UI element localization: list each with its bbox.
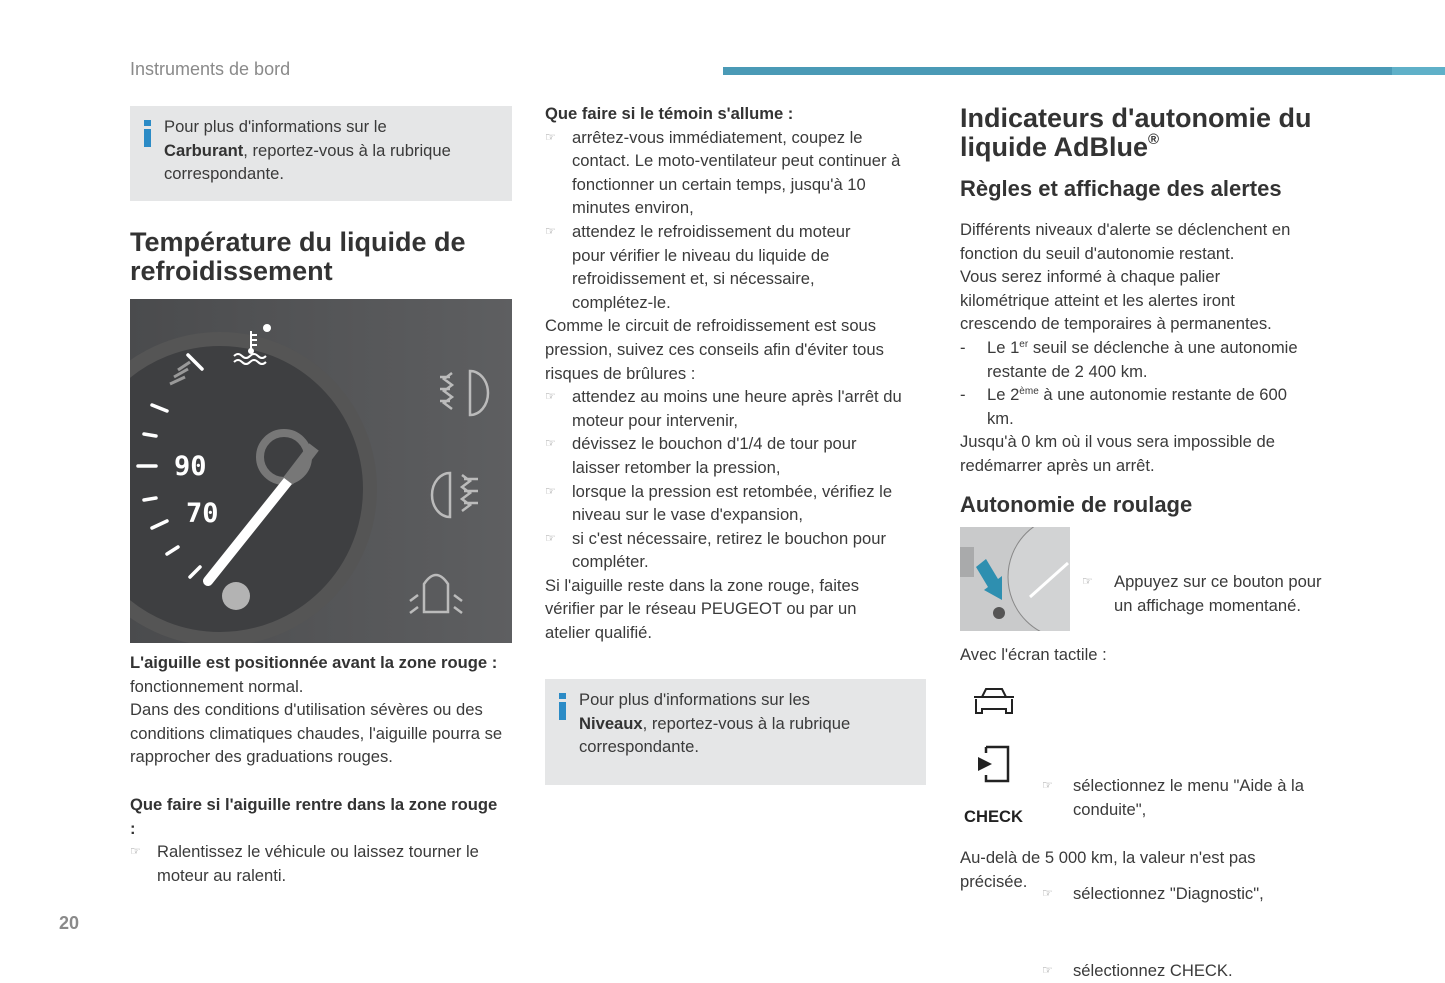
check-label: CHECK (964, 807, 1024, 826)
list-item: - Le 1er seuil se déclenche à une autonomie restante de 2 400 km. (960, 337, 1298, 381)
text: si c'est nécessaire, retirez le bouchon pour compléter. (572, 528, 887, 572)
text: Appuyez sur ce bouton pour un affichage momentané. (1114, 572, 1322, 615)
coolant-gauge-image (130, 299, 512, 643)
list-item (545, 480, 930, 527)
list-item (545, 385, 930, 432)
question-heading: Que faire si le témoin s'allume : (545, 104, 794, 123)
text: attendez le refroidissement du moteur pour vérifier le niveau du liquide de refroidissement et, si nécessaire, complétez-le. (572, 221, 851, 312)
list-item (545, 126, 930, 220)
info-text: Pour plus d'informations sur le (164, 117, 387, 136)
pointing-hand-icon: ☞ (545, 389, 556, 404)
pointing-hand-icon: ☞ (545, 223, 556, 238)
info-link-carburant: Carburant (164, 140, 244, 160)
info-icon (558, 693, 567, 721)
info-link-niveaux: Niveaux (579, 713, 643, 733)
text: à une autonomie restante de 600 km. (987, 385, 1287, 428)
list-item (545, 432, 930, 479)
paragraph: Au-delà de 5 000 km, la valeur n'est pas précisée. (960, 848, 1256, 891)
pointing-hand-icon: ☞ (1042, 778, 1053, 793)
section-title-coolant: Température du liquide de refroidissement (130, 227, 466, 286)
list-item (545, 527, 930, 574)
paragraph: Avec l'écran tactile : (960, 645, 1107, 664)
gauge-label-90: 90 (174, 451, 207, 482)
title-text: Indicateurs d'autonomie du liquide AdBlue (960, 103, 1312, 162)
superscript: ème (1019, 386, 1039, 398)
paragraph: Dans des conditions d'utilisation sévères ou des conditions climatiques chaudes, l'aiguille pourra se rapprocher des graduations rouges. (130, 700, 503, 767)
registered-mark: ® (1148, 130, 1160, 148)
paragraph: Jusqu'à 0 km où il vous sera impossible de redémarrer après un arrêt. (960, 432, 1275, 475)
info-box-niveaux (545, 679, 926, 785)
pointing-hand-icon: ☞ (545, 530, 556, 545)
diagnostic-icon (976, 745, 1012, 790)
column-2 (545, 102, 930, 645)
text: sélectionnez le menu "Aide à la conduite", (1073, 776, 1304, 819)
text: seuil se déclenche à une autonomie restante de 2 400 km. (987, 337, 1298, 381)
pointing-hand-icon: ☞ (545, 483, 556, 498)
list-item (1042, 959, 1342, 983)
paragraph: Comme le circuit de refroidissement est sous pression, suivez ces conseils afin d'éviter tous risques de brûlures : (545, 316, 884, 383)
subsection-title-range: Autonomie de roulage (960, 492, 1193, 517)
header-bar (723, 67, 1445, 75)
text: dévissez le bouchon d'1/4 de tour pour laisser retomber la pression, (572, 434, 857, 477)
info-text: , reportez-vous à la rubrique correspondante. (579, 713, 851, 757)
pointing-hand-icon: ☞ (130, 844, 141, 858)
list-item (1082, 570, 1332, 617)
subsection-title-alerts: Règles et affichage des alertes (960, 176, 1282, 201)
bold-lead: L'aiguille est positionnée avant la zone rouge : (130, 653, 498, 672)
header-bar-end (1392, 67, 1445, 75)
text: arrêtez-vous immédiatement, coupez le contact. Le moto-ventilateur peut continuer à fonctionner un certain temps, jusqu'à 10 minutes environ, (572, 127, 901, 218)
info-text: , reportez-vous à la rubrique correspondante. (164, 140, 451, 184)
page-number: 20 (59, 913, 80, 933)
paragraph: Différents niveaux d'alerte se déclenchent en fonction du seuil d'autonomie restant. (960, 220, 1291, 263)
info-text: Pour plus d'informations sur les (579, 690, 810, 709)
paragraph: Si l'aiguille reste dans la zone rouge, faites vérifier par le réseau PEUGEOT ou par un atelier qualifié. (545, 575, 860, 643)
text: lorsque la pression est retombée, vérifiez le niveau sur le vase d'expansion, (572, 481, 893, 525)
list-item (130, 840, 515, 887)
text: sélectionnez CHECK. (1073, 961, 1233, 981)
paragraph-normal (130, 651, 512, 698)
text: fonctionnement normal. (130, 676, 304, 696)
section-header: Instruments de bord (130, 59, 291, 79)
question-heading: Que faire si l'aiguille rentre dans la zone rouge : (130, 795, 498, 838)
text: Le 2 (987, 385, 1020, 405)
text: sélectionnez "Diagnostic", (1073, 883, 1264, 903)
column-3-text (960, 218, 1335, 478)
paragraph: Vous serez informé à chaque palier kilométrique atteint et les alertes iront crescendo de temporaires à permanentes. (960, 267, 1272, 334)
text: Le 1 (987, 337, 1020, 357)
info-box-carburant (130, 106, 512, 201)
pointing-hand-icon: ☞ (1082, 574, 1093, 589)
car-menu-icon (972, 687, 1016, 724)
section-title-adblue (960, 104, 1350, 161)
list-item (545, 220, 930, 314)
pointing-hand-icon: ☞ (1042, 885, 1053, 900)
gauge-label-70: 70 (186, 498, 219, 529)
superscript: er (1019, 338, 1029, 350)
text: attendez au moins une heure après l'arrêt du moteur pour intervenir, (572, 387, 902, 430)
pointing-hand-icon: ☞ (1042, 963, 1053, 978)
pointing-hand-icon: ☞ (545, 436, 556, 451)
list-item (1042, 774, 1342, 821)
list-item: - Le 2ème à une autonomie restante de 600 km. (960, 385, 1287, 428)
adblue-button-image (960, 527, 1070, 631)
pointing-hand-icon: ☞ (545, 129, 556, 144)
text: Ralentissez le véhicule ou laissez tourner le moteur au ralenti. (157, 842, 479, 885)
info-icon (143, 120, 152, 148)
